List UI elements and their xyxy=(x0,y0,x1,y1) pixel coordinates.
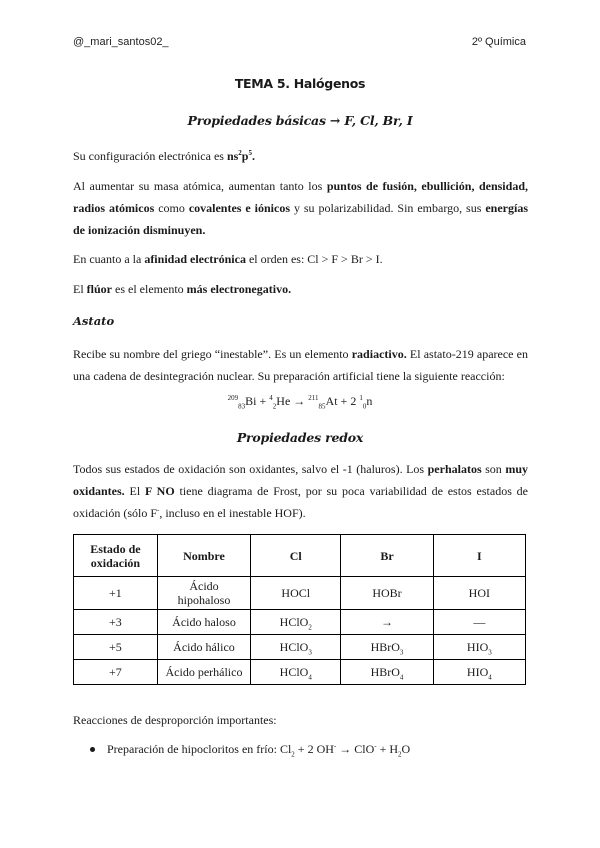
table-cell: +1 xyxy=(74,577,158,610)
table-cell: HClO$_4$ xyxy=(251,660,341,685)
table-row xyxy=(74,610,526,635)
table-row xyxy=(74,635,526,660)
heading-redox-properties: Propiedades redox xyxy=(236,430,364,445)
table-header-cell: I xyxy=(433,535,525,577)
paragraph-electron-affinity: En cuanto a la afinidad electrónica el orden es: Cl > F > Br > I. xyxy=(73,252,383,266)
nuclear-reaction-formula: $^{209}_{83}$Bi + $^4_2$He → $^{211}_{85}$At + 2 $^1_0$n xyxy=(227,394,373,411)
heading-basic-properties: Propiedades básicas → F, Cl, Br, I xyxy=(187,113,413,128)
table-cell: +3 xyxy=(74,610,158,635)
table-header-cell: Cl xyxy=(251,535,341,577)
table-cell: HClO$_3$ xyxy=(251,635,341,660)
paragraph-fluorine: El flúor es el elemento más electronegativo. xyxy=(73,282,292,296)
paragraph-redox: Todos sus estados de oxidación son oxidantes, salvo el -1 (haluros). Los perhalatos son muy oxidantes. El F NO tiene diagrama de Frost, por su poca variabilidad de estos estados de oxidación (sólo F-, incluso en el inestable HOF). xyxy=(73,462,528,520)
table-cell: Ácido haloso xyxy=(157,610,250,635)
table-cell: Ácido hipohaloso xyxy=(157,577,250,610)
table-cell: HClO$_2$ xyxy=(251,610,341,635)
table-cell: $HIO_4$ xyxy=(433,660,525,685)
list-item-hypochlorite: Preparación de hipocloritos en frío: $Cl_2 + 2$ $OH^- \to ClO^- + H_2O$ xyxy=(90,740,410,758)
table-cell: HOBr xyxy=(341,577,433,610)
table-cell: HBrO$_3$ xyxy=(341,635,433,660)
table-cell: Ácido hálico xyxy=(157,635,250,660)
table-cell: +7 xyxy=(74,660,158,685)
table-cell: Ácido perhálico xyxy=(157,660,250,685)
table-header-cell: Nombre xyxy=(157,535,250,577)
table-cell: $HIO_3$ xyxy=(433,635,525,660)
header-author: @_mari_santos02_ xyxy=(73,36,169,48)
table-cell: HOI xyxy=(433,577,525,610)
table-cell: +5 xyxy=(74,635,158,660)
table-cell: → xyxy=(341,610,433,635)
table-header-row xyxy=(74,535,526,577)
table-row xyxy=(74,577,526,610)
table-cell: HOCl xyxy=(251,577,341,610)
paragraph-astatine: Recibe su nombre del griego “inestable”. Es un elemento radiactivo. El astato-219 aparece en una cadena de desintegración nuclear. Su preparación artificial tiene la siguiente reacción: xyxy=(73,347,528,383)
paragraph-reactions-intro: Reacciones de desproporción importantes: xyxy=(73,713,277,727)
heading-astatine: Astato xyxy=(73,314,115,328)
document-title: TEMA 5. Halógenos xyxy=(234,76,366,91)
table-cell: HBrO$_4$ xyxy=(341,660,433,685)
oxoacids-table xyxy=(73,534,526,685)
paragraph-configuration: Su configuración electrónica es $ns^2p^5$. xyxy=(73,149,255,163)
table-cell: — xyxy=(433,610,525,635)
table-row xyxy=(74,660,526,685)
header-course: 2º Química xyxy=(471,36,526,48)
paragraph-atomic-mass: Al aumentar su masa atómica, aumentan tanto los puntos de fusión, ebullición, densidad, radios atómicos como covalentes e iónicos y su polarizabilidad. Sin embargo, sus energías de ionización disminuyen. xyxy=(73,179,528,237)
bullet-dot-icon xyxy=(90,747,95,752)
table-header-cell: Estado de oxidación xyxy=(74,535,158,577)
table-header-cell: Br xyxy=(341,535,433,577)
